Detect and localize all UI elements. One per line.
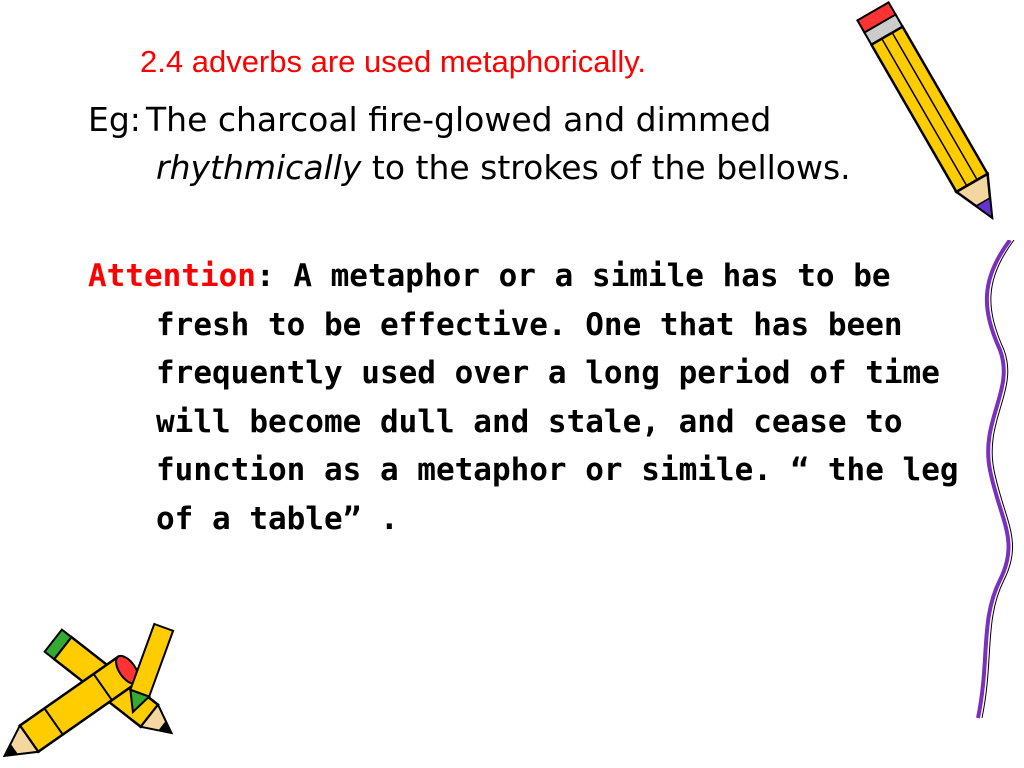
attention-text: A metaphor or a simile has to be fresh to be effective. One that has been frequently used over a long period of time will become dull and stale, and cease to function as a metaphor or simile. “ the leg of a table” . (156, 258, 959, 537)
example-label: Eg: (88, 100, 141, 139)
wavy-border (970, 240, 1024, 720)
crossed-crayons-icon (0, 615, 210, 765)
pencil-icon (850, 0, 1020, 250)
example-text-end: to the strokes of the bellows. (361, 148, 851, 187)
example-emphasis: rhythmically (156, 148, 362, 187)
example-text-start: The charcoal fire-glowed and dimmed (146, 100, 772, 139)
attention-colon: : (255, 258, 294, 294)
attention-paragraph (88, 252, 986, 543)
attention-label: Attention (88, 258, 256, 294)
slide-title: 2.4 adverbs are used metaphorically. (140, 44, 647, 79)
